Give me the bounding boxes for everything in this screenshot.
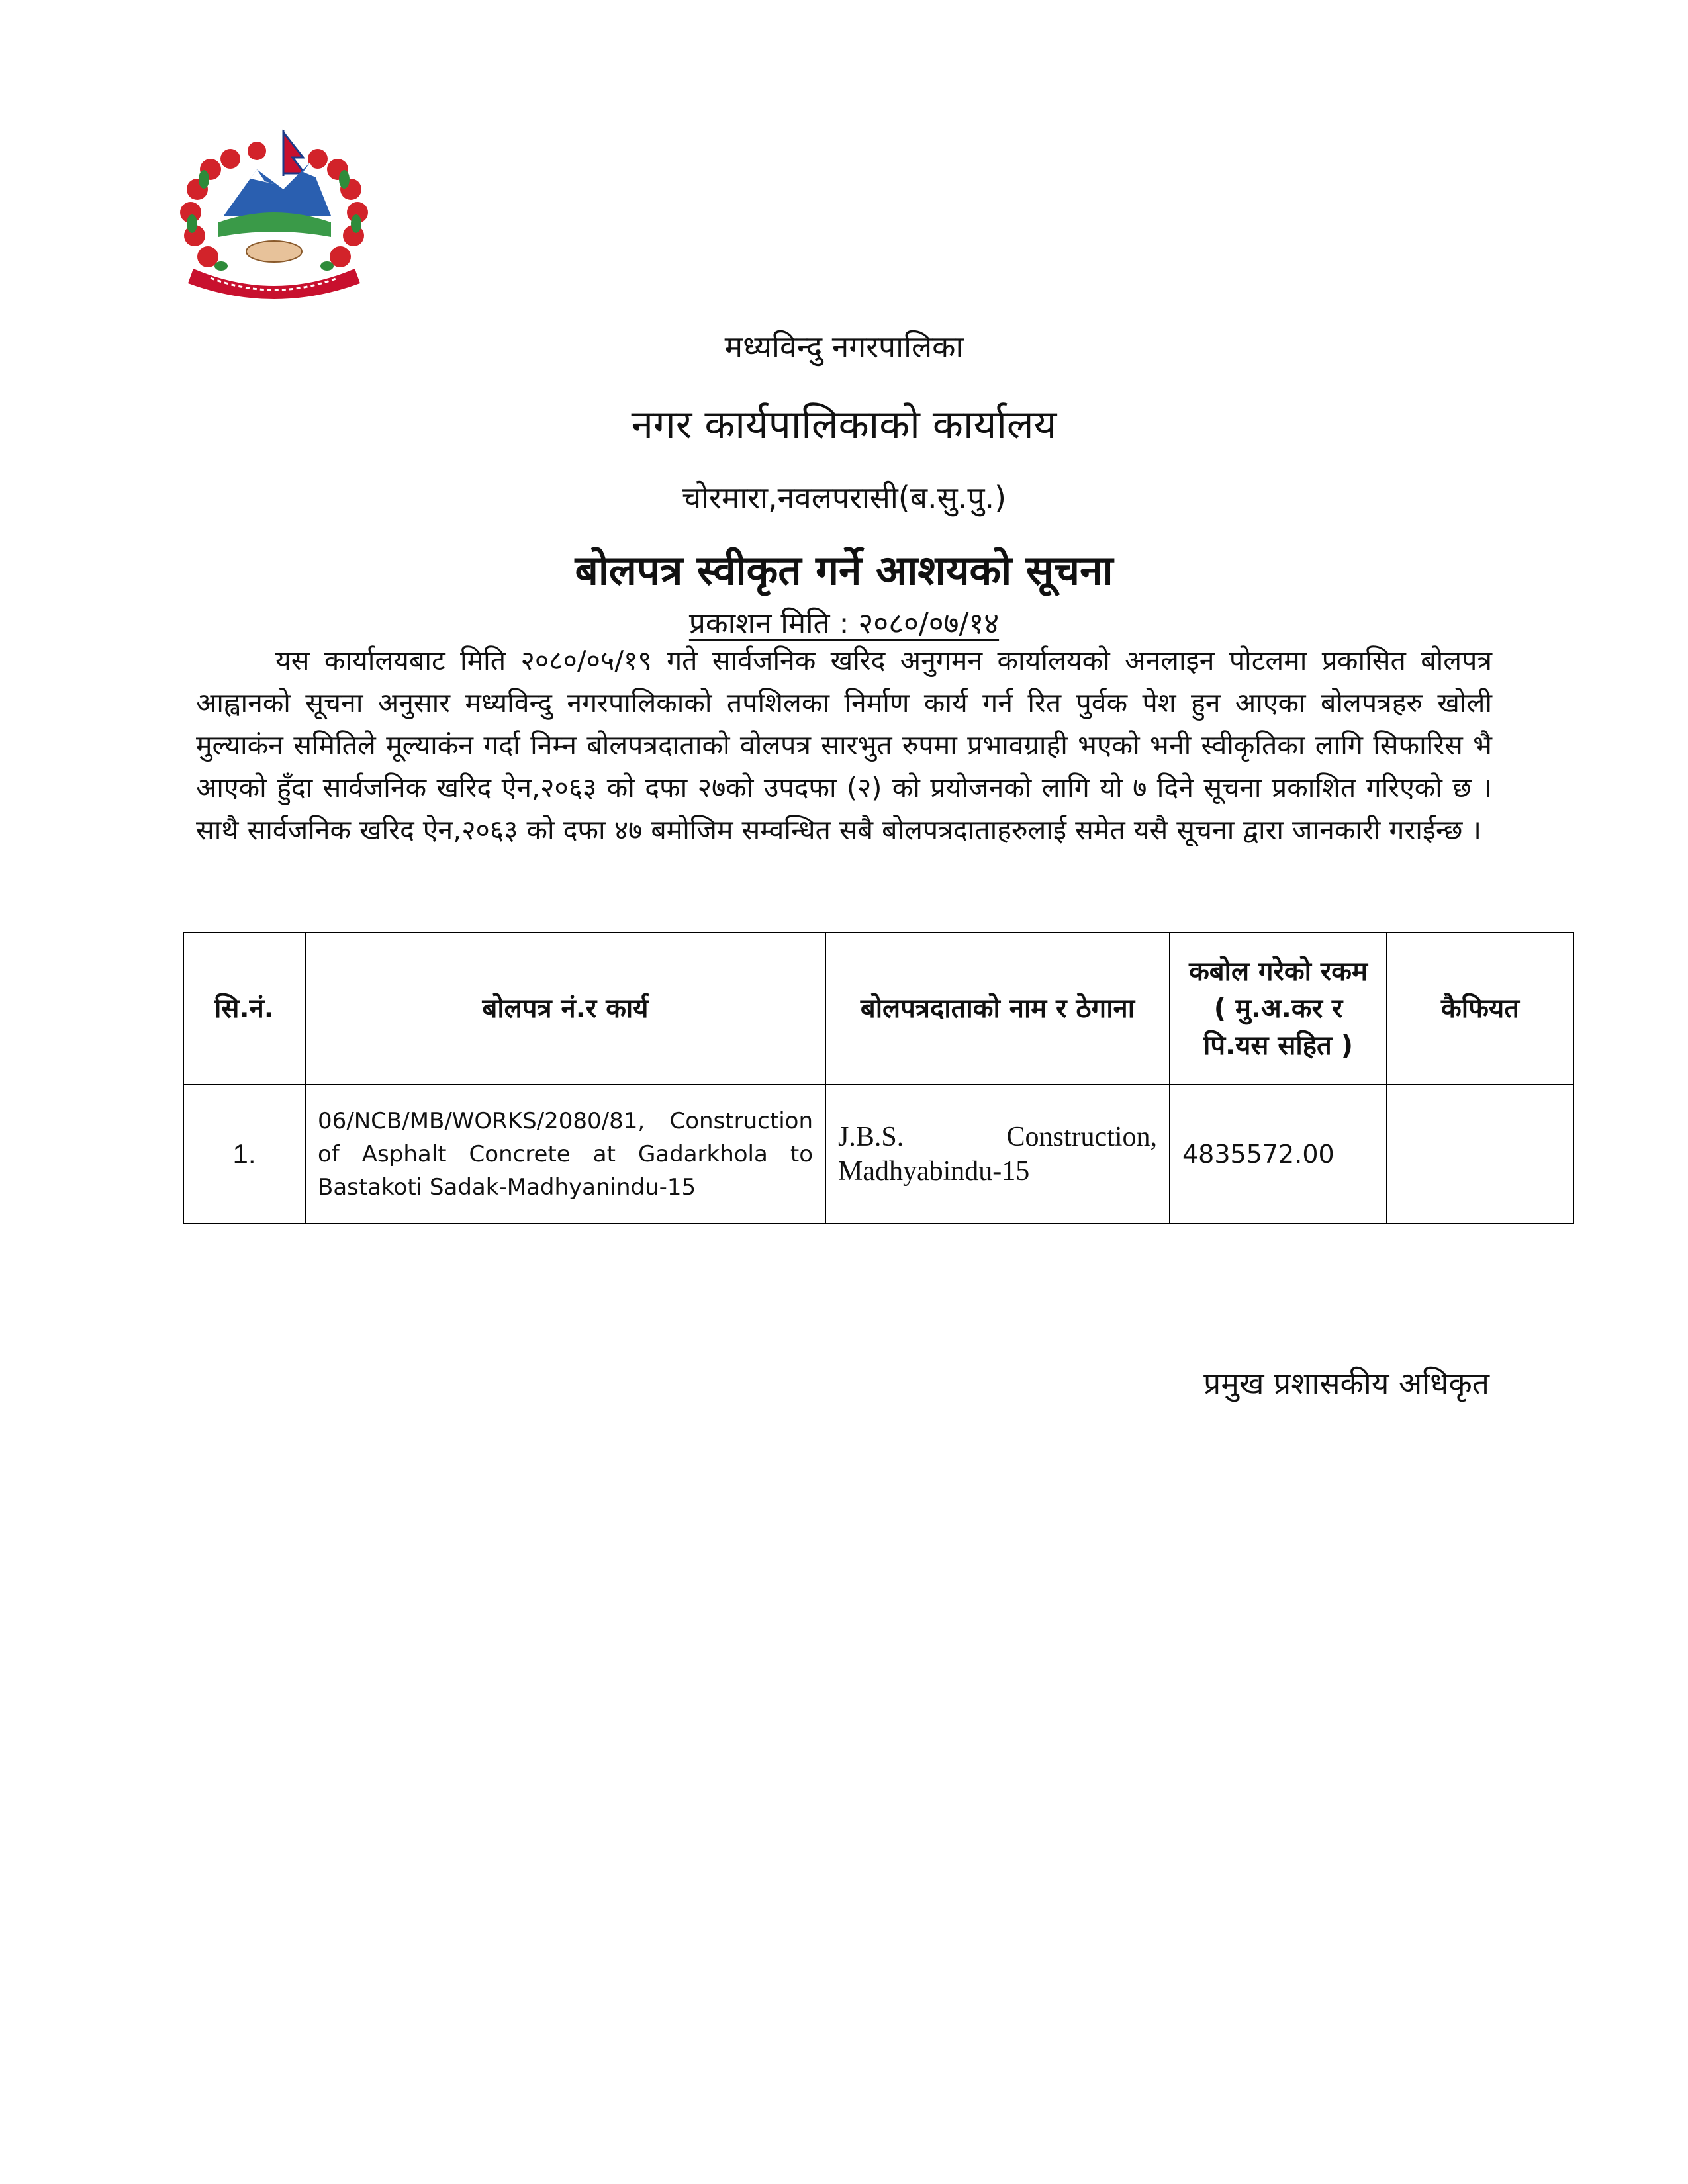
header-amount: कबोल गरेको रकम ( मु.अ.कर र पि.यस सहित ) — [1170, 933, 1387, 1085]
bid-table — [183, 932, 1574, 1224]
cell-work: 06/NCB/MB/WORKS/2080/81, Construction of Asphalt Concrete at Gadarkhola to Bastakoti Sadak-Madhyanindu-15 — [305, 1085, 825, 1224]
publication-date-line — [0, 602, 1688, 642]
cell-amount: 4835572.00 — [1170, 1085, 1387, 1224]
header-bidder: बोलपत्रदाताको नाम र ठेगाना — [825, 933, 1170, 1085]
office-address: चोरमारा,नवलपरासी(ब.सु.पु.) — [681, 480, 1007, 516]
table-row — [183, 1085, 1573, 1224]
cell-bidder: J.B.S. Construction, Madhyabindu-15 — [825, 1085, 1170, 1224]
table-header-row — [183, 933, 1573, 1085]
municipality-name: मध्यविन्दु नगरपालिका — [724, 329, 964, 365]
cell-sn: 1. — [183, 1085, 305, 1224]
publication-date: प्रकाशन मिति : २०८०/०७/१४ — [688, 607, 1000, 641]
header-sn: सि.नं. — [183, 933, 305, 1085]
cell-remarks — [1387, 1085, 1573, 1224]
government-emblem — [158, 110, 391, 300]
notice-body: यस कार्यालयबाट मिति २०८०/०५/१९ गते सार्वजनिक खरिद अनुगमन कार्यालयको अनलाइन पोटलमा प्रकासित बोलपत्र आह्वानको सूचना अनुसार मध्यविन्दु नगरपालिकाको तपशिलका निर्माण कार्य गर्न रित पुर्वक पेश हुन आएका बोलपत्रहरु खोली मुल्याकंन समितिले मूल्याकंन गर्दा निम्न बोलपत्रदाताको वोलपत्र सारभुत रुपमा प्रभावग्राही भएको भनी स्वीकृतिका लागि सिफारिस भै आएको हुँदा सार्वजनिक खरिद ऐन,२०६३ को दफा २७को उपदफा (२) को प्रयोजनको लागि यो ७ दिने सूचना प्रकाशित गरिएको छ । साथै सार्वजनिक खरिद ऐन,२०६३ को दफा ४७ बमोजिम सम्वन्धित सबै बोलपत्रदाताहरुलाई समेत यसै सूचना द्वारा जानकारी गराईन्छ । — [196, 645, 1492, 846]
header-work: बोलपत्र नं.र कार्य — [305, 933, 825, 1085]
signatory-title: प्रमुख प्रशासकीय अधिकृत — [1203, 1365, 1489, 1401]
office-name: नगर कार्यपालिकाको कार्यालय — [631, 402, 1057, 448]
notice-title: बोलपत्र स्वीकृत गर्ने आशयको सूचना — [575, 546, 1113, 594]
header-remarks: कैफियत — [1387, 933, 1573, 1085]
